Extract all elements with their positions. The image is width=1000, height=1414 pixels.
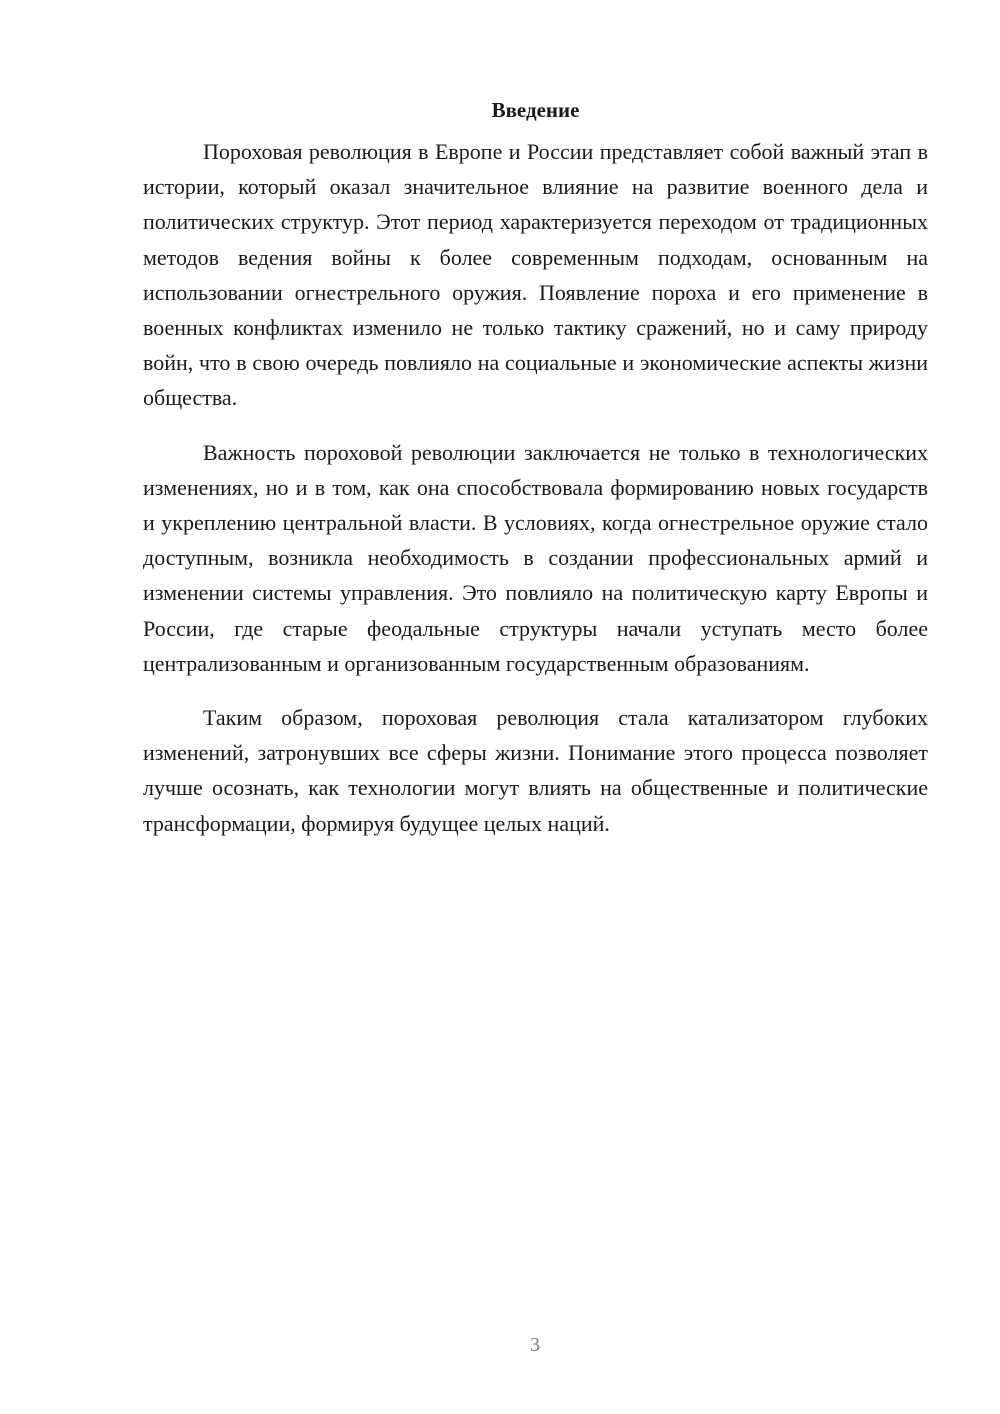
paragraph-3: Таким образом, пороховая революция стала катализатором глубоких изменений, затронувших все сферы жизни. Понимание этого процесса позволяет лучше осознать, как технологии могут влиять на общественные и политические трансформации, формируя будущее целых наций. bbox=[143, 705, 928, 836]
page-number: 3 bbox=[530, 1334, 540, 1356]
paragraph-2: Важность пороховой революции заключается не только в технологических изменениях, но и в том, как она способствовала формированию новых государств и укреплению центральной власти. В условиях, когда огнестрельное оружие стало доступным, возникла необходимость в создании профессиональных армий и изменении системы управления. Это повлияло на политическую карту Европы и России, где старые феодальные структуры начали уступать место более централизованным и организованным государственным образованиям. bbox=[143, 439, 928, 676]
page-content bbox=[143, 92, 928, 860]
section-heading: Введение bbox=[491, 98, 580, 122]
paragraph-1: Пороховая революция в Европе и России представляет собой важный этап в истории, который оказал значительное влияние на развитие военного дела и политических структур. Этот период характеризуется переходом от традиционных методов ведения войны к более современным подходам, основанным на использовании огнестрельного оружия. Появление пороха и его применение в военных конфликтах изменило не только тактику сражений, но и саму природу войн, что в свою очередь повлияло на социальные и экономические аспекты жизни общества. bbox=[143, 139, 928, 411]
